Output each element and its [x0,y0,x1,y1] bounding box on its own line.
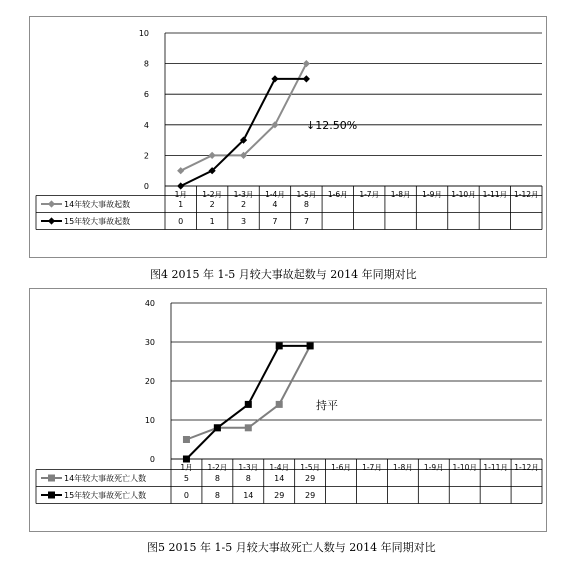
chart-1-table-value: 7 [272,217,278,226]
chart-1-series-2-point [177,182,184,189]
chart-2-series-2-point [183,456,190,463]
chart-2-legend-key-marker [48,492,55,499]
chart-1-category-label: 1-2月 [202,190,222,199]
chart-2-table-value: 8 [214,491,220,500]
chart-2-series-1-point [183,436,190,443]
chart-2-series-2-point [214,424,221,431]
chart-1-category-label: 1-6月 [327,190,348,199]
chart-1-category-label: 1月 [174,190,187,199]
chart-2-table-value: 5 [183,474,190,483]
chart-1-legend-label: 14年较大事故起数 [64,200,131,209]
chart-1-legend-key-marker [48,217,55,224]
chart-2-table-value: 8 [214,474,220,483]
chart-2-series-1-point [245,424,252,431]
chart-1-table-value: 1 [209,217,215,226]
chart-2-category-label: 1-2月 [207,463,228,472]
chart-2-legend-key-marker [48,475,55,482]
chart-2-legend-label: 15年较大事故死亡人数 [64,491,147,500]
chart-2-caption: 图5 2015 年 1-5 月较大事故死亡人数与 2014 年同期对比 [147,541,436,554]
chart-1-category-label: 1-3月 [233,190,254,199]
chart-1-series-2-point [271,75,278,82]
chart-1-ytick-label: 6 [143,90,149,100]
chart-2-ytick-label: 10 [144,416,155,425]
chart-2-category-label: 1-11月 [483,463,508,472]
chart-2-category-label: 1-12月 [514,463,539,472]
chart-2 [30,289,546,531]
chart-2-table-value: 14 [274,474,285,483]
chart-1-table-value: 8 [303,200,309,209]
chart-1-table-value: 3 [240,217,247,226]
chart-2-category-label: 1-3月 [238,463,259,472]
chart-2-category-label: 1月 [180,463,193,472]
chart-1-legend-key-marker [48,200,55,207]
chart-1-table-value: 4 [272,200,278,209]
chart-2-category-label: 1-10月 [452,463,477,472]
chart-1-category-label: 1-9月 [422,190,442,199]
chart-1-table-value: 0 [178,217,184,226]
chart-1-caption: 图4 2015 年 1-5 月较大事故起数与 2014 年同期对比 [150,268,417,281]
chart-1-series-2-point [303,75,310,82]
chart-2-annotation: 持平 [316,399,338,412]
chart-1-table-value: 7 [303,217,309,226]
chart-1-annotation: ↓12.50% [306,119,358,132]
chart-2-panel [29,288,547,532]
chart-2-category-label: 1-4月 [269,463,290,472]
chart-1-category-label: 1-12月 [514,190,539,199]
chart-2-ytick-label: 30 [144,338,155,347]
chart-2-ytick-label: 0 [149,455,155,464]
chart-1-ytick-label: 10 [138,29,149,38]
chart-2-table-value: 14 [243,491,254,500]
chart-1-category-label: 1-5月 [296,190,317,199]
chart-2-category-label: 1-5月 [300,463,320,472]
chart-2-category-label: 1-6月 [331,463,351,472]
chart-1-category-label: 1-11月 [482,190,508,199]
chart-1-category-label: 1-4月 [265,190,285,199]
chart-2-table-value: 0 [183,491,190,500]
chart-1-ytick-label: 4 [143,120,149,130]
chart-1-series-1-point [209,152,216,159]
chart-2-category-label: 1-8月 [393,463,413,472]
chart-2-table-value: 29 [274,491,285,500]
chart-1-series-2-line [181,79,307,186]
chart-1-panel [29,16,547,258]
chart-2-series-2-point [276,342,283,349]
chart-2-series-1-point [276,401,283,408]
chart-1-ytick-label: 8 [143,59,149,69]
chart-1-category-label: 1-8月 [390,190,411,199]
chart-1-table-value: 2 [209,200,215,209]
chart-1-series-1-point [303,60,310,67]
chart-1-legend-label: 15年较大事故起数 [64,217,131,226]
chart-1-series-1-point [177,167,184,174]
chart-1-table-value: 1 [178,200,184,209]
chart-1-category-label: 1-10月 [451,190,476,199]
chart-1-ytick-label: 2 [143,151,149,161]
chart-2-table-value: 8 [245,474,251,483]
chart-2-table-value: 29 [305,491,316,500]
chart-1 [30,17,546,257]
chart-2-category-label: 1-7月 [362,463,382,472]
chart-1-table-value: 2 [240,200,247,209]
chart-1-ytick-label: 0 [143,182,149,191]
chart-2-series-2-point [307,342,314,349]
chart-1-category-label: 1-7月 [359,190,380,199]
chart-2-ytick-label: 20 [144,377,155,386]
chart-2-series-2-point [245,401,252,408]
chart-2-ytick-label: 40 [144,299,155,308]
chart-2-legend-label: 14年较大事故死亡人数 [64,474,147,483]
chart-2-table-value: 29 [305,474,316,483]
chart-2-category-label: 1-9月 [423,463,444,472]
